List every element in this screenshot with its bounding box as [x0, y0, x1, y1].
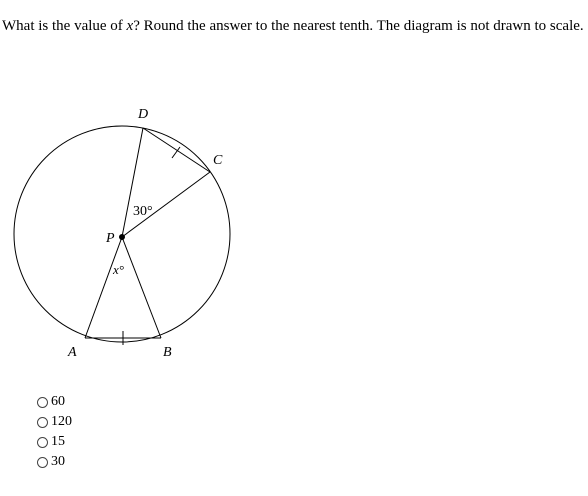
center-point-p	[119, 234, 125, 240]
choice-15[interactable]	[37, 432, 72, 452]
choice-label: 30	[51, 454, 65, 469]
radio-button[interactable]	[37, 397, 48, 408]
angle-label-x: x°	[113, 262, 124, 277]
chord-dc	[143, 128, 210, 172]
radio-button[interactable]	[37, 457, 48, 468]
radio-button[interactable]	[37, 437, 48, 448]
label-d: D	[138, 107, 149, 122]
angle-label-30: 30°	[133, 204, 153, 219]
label-p: P	[106, 231, 115, 246]
answer-choices	[37, 392, 72, 472]
question-prefix: What is the value of	[2, 18, 127, 34]
segment-pd	[122, 128, 143, 237]
question-variable: x	[126, 18, 134, 34]
segment-pa	[85, 237, 122, 338]
choice-120[interactable]	[37, 412, 72, 432]
segment-pb	[122, 237, 161, 338]
choice-60[interactable]	[37, 392, 72, 412]
tick-mark-dc	[172, 147, 180, 158]
label-b: B	[163, 345, 172, 360]
label-a: A	[68, 345, 77, 360]
radio-button[interactable]	[37, 417, 48, 428]
question-suffix: ? Round the answer to the nearest tenth. The diagram is not drawn to scale.	[133, 18, 584, 34]
label-c: C	[213, 153, 223, 168]
choice-30[interactable]	[37, 452, 72, 472]
choice-label: 60	[51, 394, 65, 409]
choice-label: 120	[51, 414, 72, 429]
choice-label: 15	[51, 434, 65, 449]
